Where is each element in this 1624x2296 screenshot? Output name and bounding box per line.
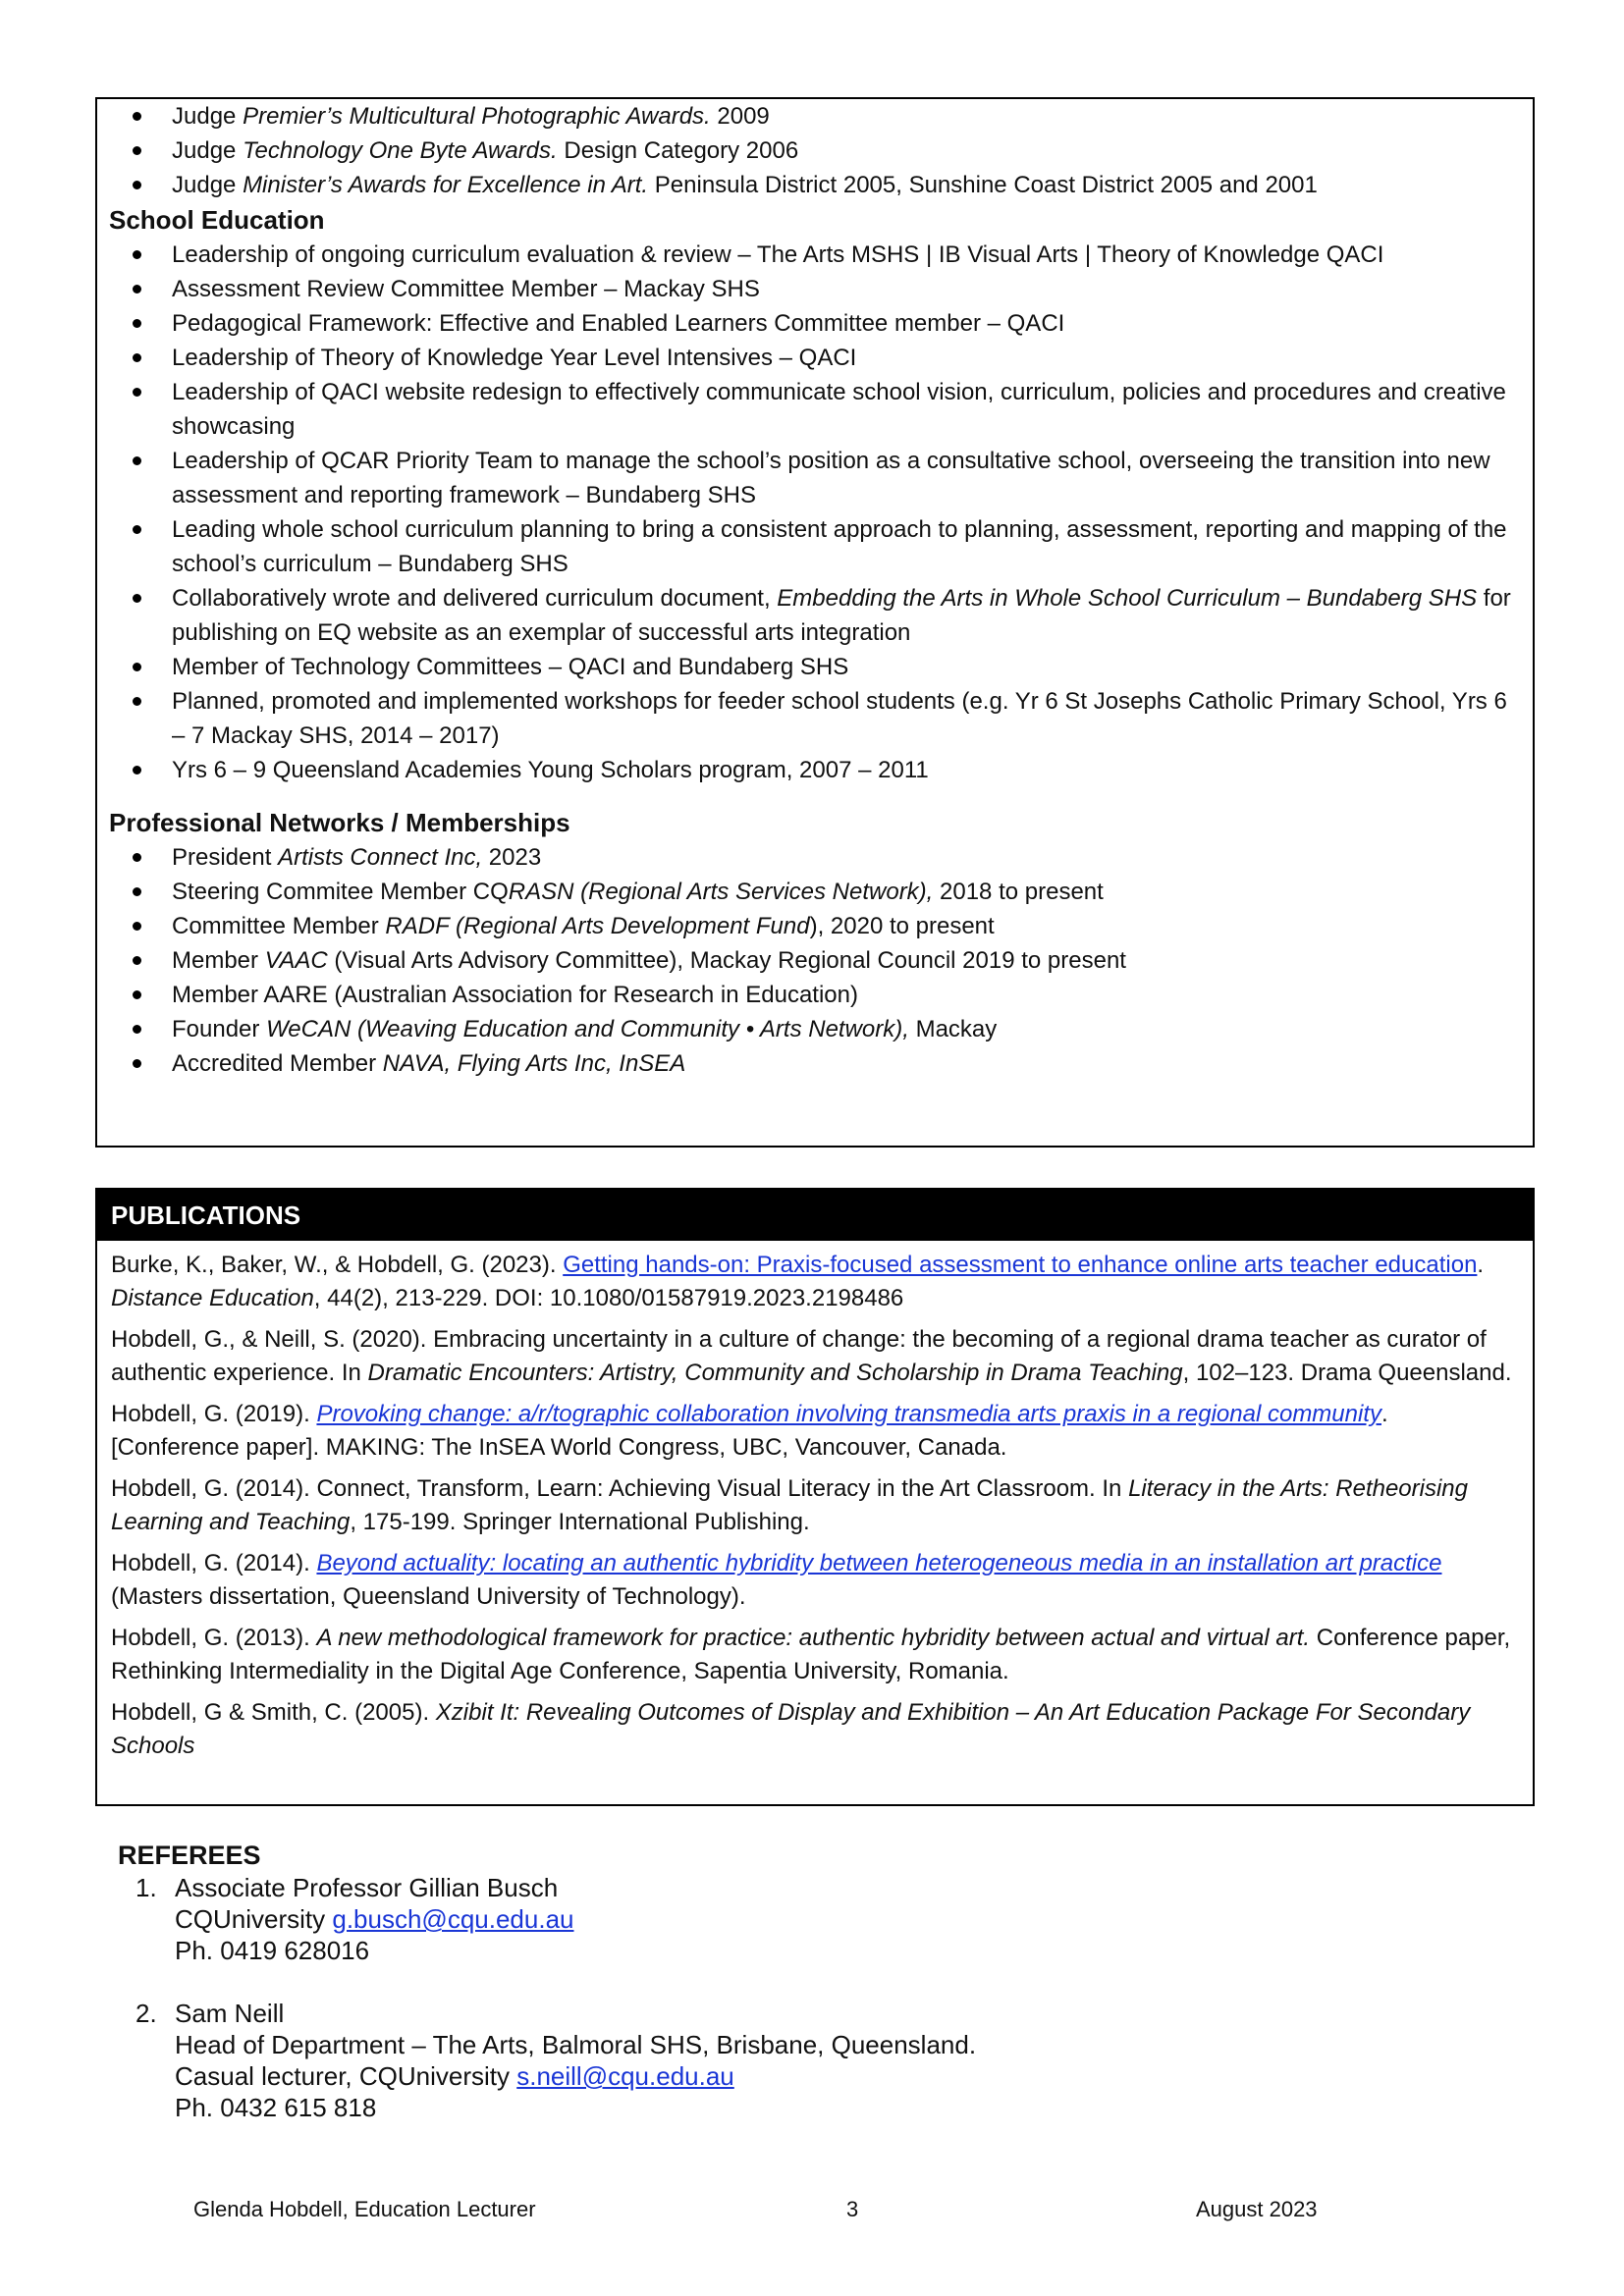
list-item: Judge Premier’s Multicultural Photographic Awards. 2009 [109,99,1521,133]
list-item: Judge Technology One Byte Awards. Design Category 2006 [109,133,1521,168]
list-item: President Artists Connect Inc, 2023 [109,840,1521,875]
publication-entry: Hobdell, G & Smith, C. (2005). Xzibit It: Revealing Outcomes of Display and Exhibition – An Art Education Package For Secondary Schools [111,1699,1471,1759]
publication-link[interactable]: Provoking change: a/r/tographic collaboration involving transmedia arts praxis in a regional community [316,1401,1381,1427]
bullet-icon [133,181,141,189]
list-item: Leadership of Theory of Knowledge Year Level Intensives – QACI [109,341,1521,375]
networks-list [109,840,1521,1081]
publication-link[interactable]: Getting hands-on: Praxis-focused assessment to enhance online arts teacher education [563,1252,1478,1278]
publication-entry: Hobdell, G., & Neill, S. (2020). Embracing uncertainty in a culture of change: the becoming of a regional drama teacher as curator of authentic experience. In Dramatic Encounters: Artistry, Community and Scholarship in Drama Teaching, 102–123. Drama Queensland. [111,1326,1512,1386]
bullet-icon [133,285,141,294]
referee-line: Head of Department – The Arts, Balmoral SHS, Brisbane, Queensland. [175,2030,977,2059]
bullet-icon [133,456,141,465]
bullet-icon [133,1059,141,1068]
list-item: Committee Member RADF (Regional Arts Development Fund), 2020 to present [109,909,1521,943]
list-item: Member AARE (Australian Association for Research in Education) [109,978,1521,1012]
bullet-icon [133,697,141,706]
publication-entry: Hobdell, G. (2014). Connect, Transform, Learn: Achieving Visual Literacy in the Art Classroom. In Literacy in the Arts: Retheorising Learning and Teaching, 175-199. Springer International Publishing. [111,1475,1468,1535]
referees-list [118,1872,1394,2123]
referee-line: Ph. 0432 615 818 [175,2093,377,2122]
list-item: Assessment Review Committee Member – Mackay SHS [109,272,1521,306]
bullet-icon [133,887,141,896]
referee-line: CQUniversity g.busch@cqu.edu.au [175,1904,574,1934]
bullet-icon [133,250,141,259]
school-education-heading: School Education [109,205,325,235]
bullet-icon [133,956,141,965]
bullet-icon [133,525,141,534]
publication-entry: Burke, K., Baker, W., & Hobdell, G. (2023). Getting hands-on: Praxis-focused assessment to enhance online arts teacher education. Distance Education, 44(2), 213-229. DOI: 10.1080/01587919.2023.2198486 [111,1252,1485,1311]
referee-email-link[interactable]: s.neill@cqu.edu.au [516,2061,734,2091]
list-item: Steering Commitee Member CQRASN (Regional Arts Services Network), 2018 to present [109,875,1521,909]
list-item: Member VAAC (Visual Arts Advisory Committee), Mackay Regional Council 2019 to present [109,943,1521,978]
awards-list [109,99,1521,202]
list-item: Founder WeCAN (Weaving Education and Community • Arts Network), Mackay [109,1012,1521,1046]
referees-section [118,1839,1394,2123]
bullet-icon [133,990,141,999]
referee-number: 1. [135,1873,157,1902]
bullet-icon [133,922,141,931]
list-item: Collaboratively wrote and delivered curriculum document, Embedding the Arts in Whole School Curriculum – Bundaberg SHS for publishing on EQ website as an exemplar of successful arts integration [109,581,1521,650]
list-item: Yrs 6 – 9 Queensland Academies Young Scholars program, 2007 – 2011 [109,753,1521,787]
publications-box [95,1188,1535,1806]
list-item: Planned, promoted and implemented workshops for feeder school students (e.g. Yr 6 St Josephs Catholic Primary School, Yrs 6 – 7 Mackay SHS, 2014 – 2017) [109,684,1521,753]
footer-page-number: 3 [846,2197,859,2221]
publication-entry: Hobdell, G. (2014). Beyond actuality: locating an authentic hybridity between heterogeneous media in an installation art practice (Masters dissertation, Queensland University of Technology). [111,1550,1442,1610]
bullet-icon [133,594,141,603]
list-item: Pedagogical Framework: Effective and Enabled Learners Committee member – QACI [109,306,1521,341]
referee-name: Associate Professor Gillian Busch [175,1873,559,1902]
list-item: Member of Technology Committees – QACI and Bundaberg SHS [109,650,1521,684]
bullet-icon [133,853,141,862]
publication-entry: Hobdell, G. (2019). Provoking change: a/r/tographic collaboration involving transmedia arts praxis in a regional community. [Conference paper]. MAKING: The InSEA World Congress, UBC, Vancouver, Canada. [111,1401,1388,1461]
bullet-icon [133,146,141,155]
bullet-icon [133,353,141,362]
footer-right: August 2023 [1196,2197,1318,2221]
referee-entry [118,1872,1394,1966]
list-item: Leadership of QACI website redesign to effectively communicate school vision, curriculum, policies and procedures and creative showcasing [109,375,1521,444]
referees-heading: REFEREES [118,1841,261,1870]
referee-email-link[interactable]: g.busch@cqu.edu.au [332,1904,574,1934]
referee-line: Ph. 0419 628016 [175,1936,370,1965]
networks-heading: Professional Networks / Memberships [109,808,570,837]
referee-entry [118,1998,1394,2123]
bullet-icon [133,1025,141,1034]
referee-line: Casual lecturer, CQUniversity s.neill@cqu.edu.au [175,2061,734,2091]
referee-name: Sam Neill [175,1999,285,2028]
school-education-list [109,238,1521,787]
referee-number: 2. [135,1999,157,2028]
list-item: Accredited Member NAVA, Flying Arts Inc, InSEA [109,1046,1521,1081]
publication-entry: Hobdell, G. (2013). A new methodological framework for practice: authentic hybridity between actual and virtual art. Conference paper, Rethinking Intermediality in the Digital Age Conference, Sapentia University, Romania. [111,1625,1511,1684]
footer-left: Glenda Hobdell, Education Lecturer [193,2197,536,2221]
publications-heading: PUBLICATIONS [97,1190,1533,1241]
list-item: Leadership of ongoing curriculum evaluation & review – The Arts MSHS | IB Visual Arts | Theory of Knowledge QACI [109,238,1521,272]
publication-link[interactable]: Beyond actuality: locating an authentic hybridity between heterogeneous media in an installation art practice [316,1550,1442,1576]
bullet-icon [133,663,141,671]
bullet-icon [133,388,141,397]
bullet-icon [133,112,141,121]
publications-list [97,1241,1533,1763]
list-item: Leading whole school curriculum planning to bring a consistent approach to planning, assessment, reporting and mapping of the school’s curriculum – Bundaberg SHS [109,512,1521,581]
list-item: Leadership of QCAR Priority Team to manage the school’s position as a consultative school, overseeing the transition into new assessment and reporting framework – Bundaberg SHS [109,444,1521,512]
list-item: Judge Minister’s Awards for Excellence in Art. Peninsula District 2005, Sunshine Coast District 2005 and 2001 [109,168,1521,202]
activities-box [95,97,1535,1148]
bullet-icon [133,319,141,328]
bullet-icon [133,766,141,774]
